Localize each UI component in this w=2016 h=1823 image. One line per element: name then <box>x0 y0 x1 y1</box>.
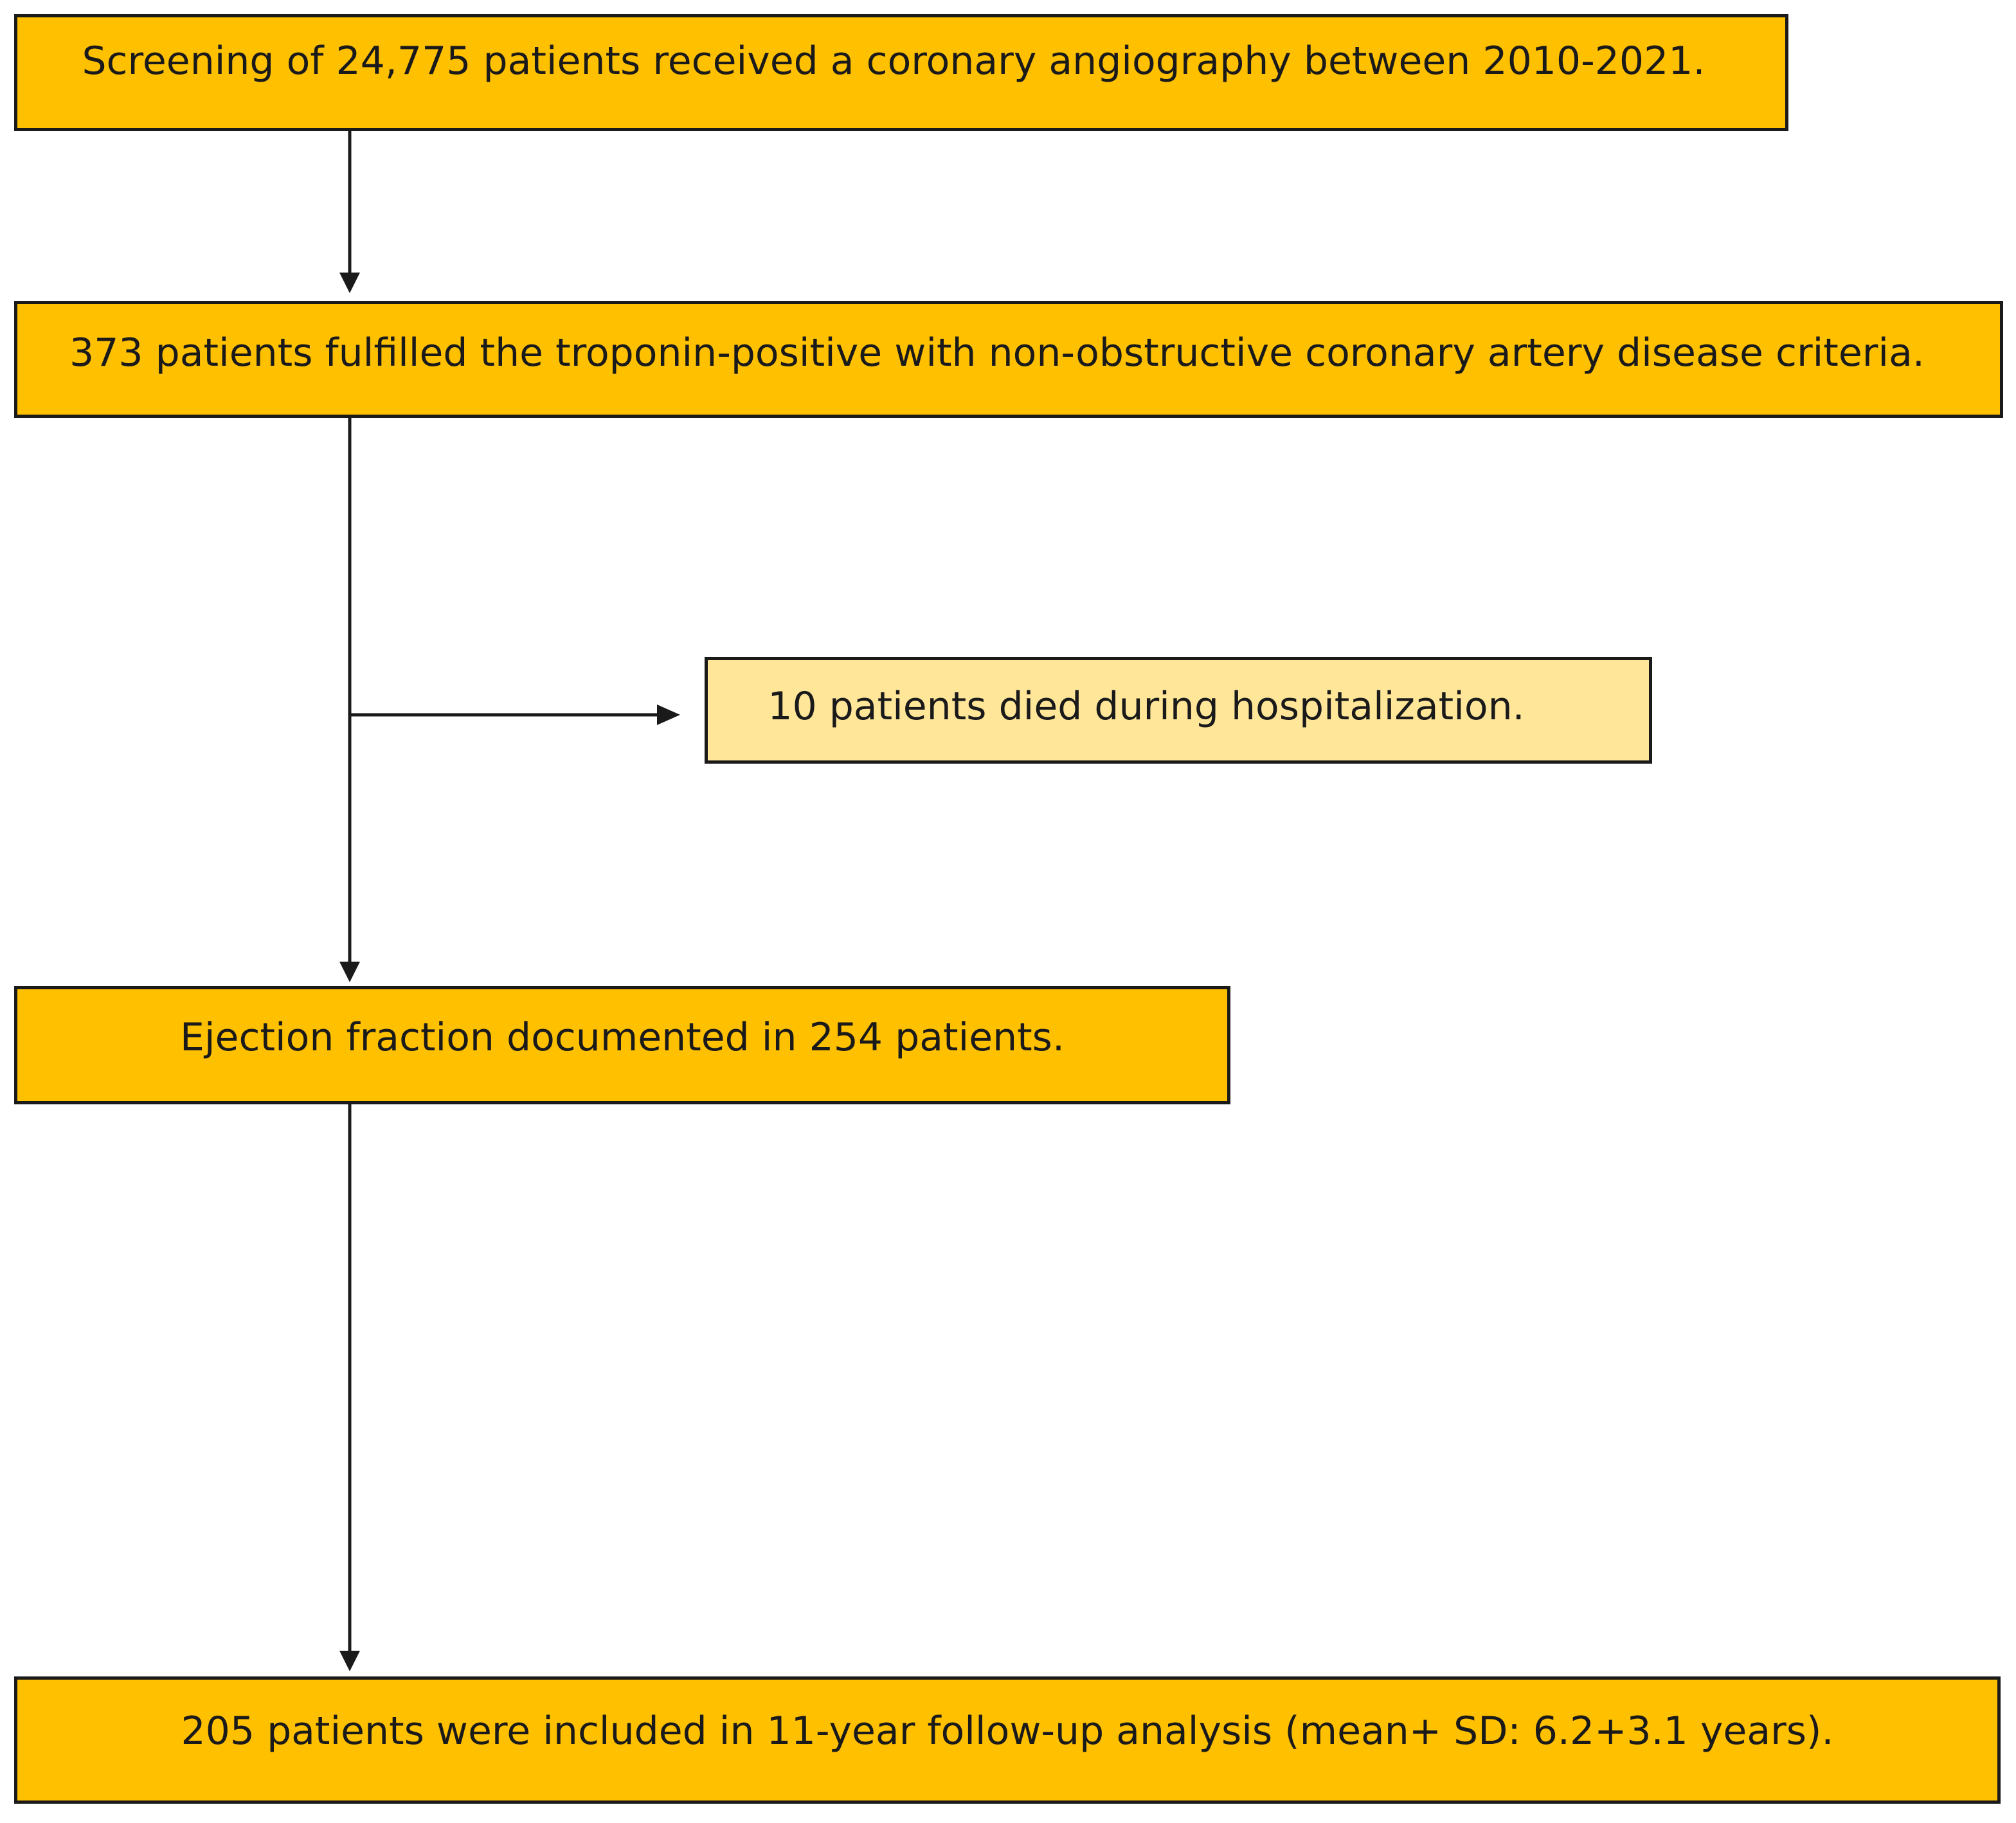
ejection-fraction-text: Ejection fraction documented in 254 patients. <box>179 1015 1065 1060</box>
arrowhead-down-2 <box>339 962 360 982</box>
screening-text: Screening of 24,775 patients received a coronary angiography between 2010-2021. <box>82 39 1706 84</box>
hospital-deaths-text: 10 patients died during hospitalization. <box>768 684 1525 729</box>
hospital-deaths-box <box>705 657 1652 764</box>
arrowhead-down-1 <box>339 273 360 293</box>
troponin-criteria-box <box>14 301 2003 418</box>
follow-up-box <box>14 1676 2001 1804</box>
ejection-fraction-box <box>14 986 1230 1104</box>
troponin-criteria-text: 373 patients fulfilled the troponin-positive with non-obstructive coronary artery disease criteria. <box>69 330 1925 375</box>
arrowhead-down-3 <box>339 1651 360 1671</box>
follow-up-text: 205 patients were included in 11-year follow-up analysis (mean+ SD: 6.2+3.1 years). <box>181 1709 1834 1754</box>
arrowhead-right <box>657 705 680 725</box>
screening-box <box>14 14 1788 131</box>
